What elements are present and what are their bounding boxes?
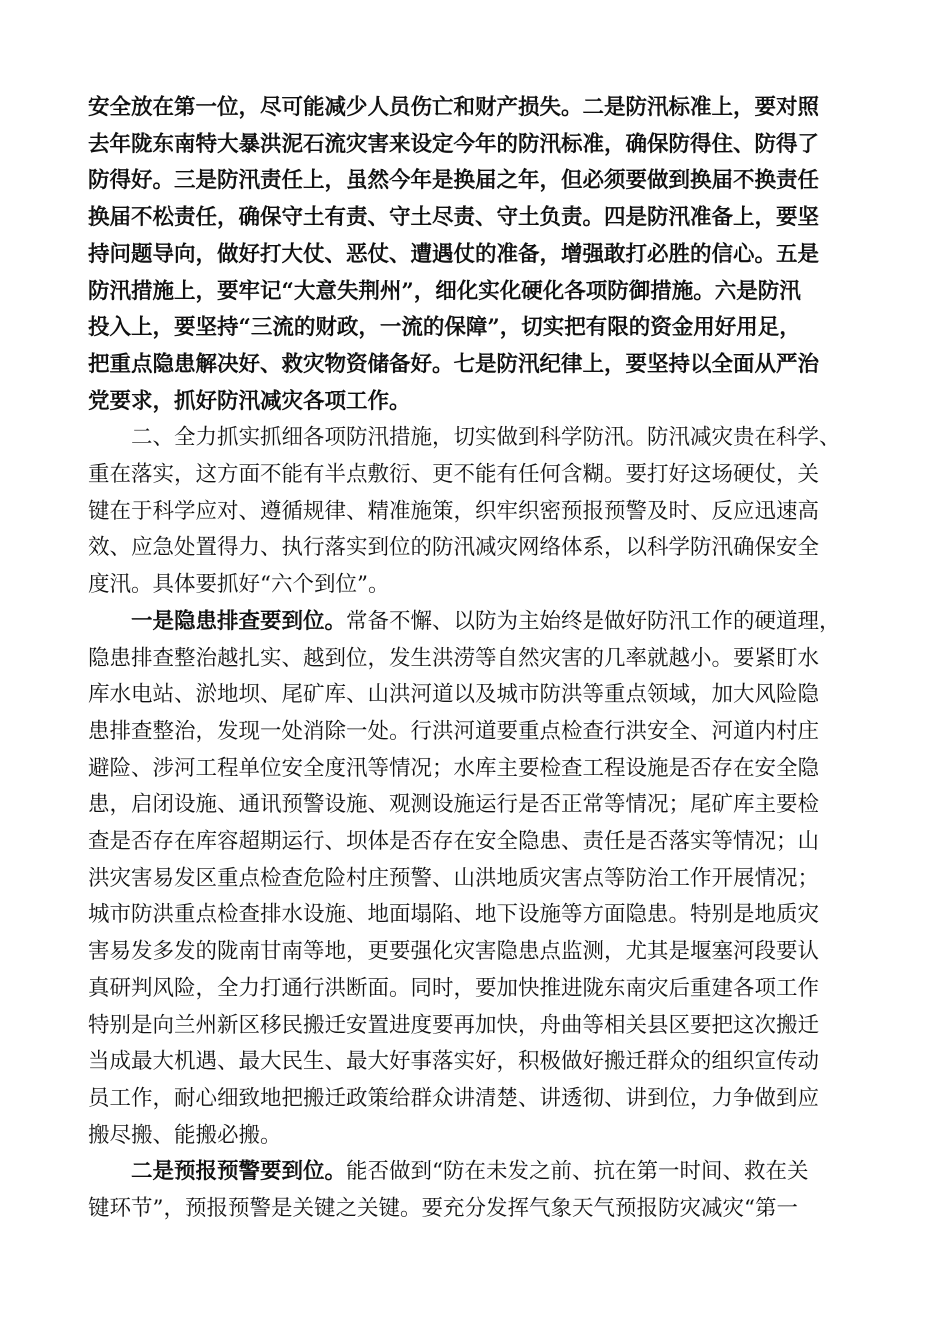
- text-line: 去年陇东南特大暴洪泥石流灾害来设定今年的防汛标准，确保防得住、防得了: [88, 131, 820, 157]
- section-heading-line: 二、全力抓实抓细各项防汛措施，切实做到科学防汛。防汛减灾贵在科学、: [131, 425, 841, 451]
- text-line: 搬尽搬、能搬必搬。: [88, 1122, 282, 1148]
- text-line: 患，启闭设施、通讯预警设施、观测设施运行是否正常等情况；尾矿库主要检: [88, 792, 820, 818]
- text-line: 洪灾害易发区重点检查危险村庄预警、山洪地质灾害点等防治工作开展情况；: [88, 865, 820, 891]
- text-line: 键在于科学应对、遵循规律、精准施策，织牢织密预报预警及时、反应迅速高: [88, 498, 820, 524]
- document-page: [88, 90, 864, 1228]
- text-line: 安全放在第一位，尽可能减少人员伤亡和财产损失。二是防汛标准上，要对照: [88, 95, 820, 120]
- text-line: 换届不松责任，确保守土有责、守土尽责、守土负责。四是防汛准备上，要坚: [88, 205, 820, 231]
- paragraph-forecast-warning: [88, 1154, 864, 1227]
- text-line: 投入上，要坚持“三流的财政，一流的保障”，切实把有限的资金用好用足，: [88, 315, 801, 341]
- paragraph-flood-control-standards: [88, 90, 864, 420]
- bold-lead-heading: 一是隐患排查要到位。: [131, 608, 347, 634]
- text-line: 把重点隐患解决好、救灾物资储备好。七是防汛纪律上，要坚持以全面从严治: [88, 351, 820, 377]
- text-line: 党要求，抓好防汛减灾各项工作。: [88, 388, 411, 414]
- bold-lead-heading: 二是预报预警要到位。: [131, 1159, 347, 1185]
- text-line: 员工作，耐心细致地把搬迁政策给群众讲清楚、讲透彻、讲到位，力争做到应: [88, 1085, 820, 1111]
- text-line: 能否做到“防在未发之前、抗在第一时间、救在关: [346, 1159, 809, 1185]
- paragraph-section-two: [88, 420, 864, 604]
- text-line: 特别是向兰州新区移民搬迁安置进度要再加快，舟曲等相关县区要把这次搬迁: [88, 1012, 820, 1038]
- text-line: 防汛措施上，要牢记“大意失荆州”，细化实化硬化各项防御措施。六是防汛: [88, 278, 801, 304]
- text-line: 防得好。三是防汛责任上，虽然今年是换届之年，但必须要做到换届不换责任: [88, 168, 820, 194]
- text-line: 避险、涉河工程单位安全度汛等情况；水库主要检查工程设施是否存在安全隐: [88, 755, 820, 781]
- text-line: 重在落实，这方面不能有半点敷衍、更不能有任何含糊。要打好这场硬仗，关: [88, 462, 820, 488]
- text-line: 当成最大机遇、最大民生、最大好事落实好，积极做好搬迁群众的组织宣传动: [88, 1049, 820, 1075]
- text-line: 真研判风险，全力打通行洪断面。同时，要加快推进陇东南灾后重建各项工作: [88, 975, 820, 1001]
- text-line: 隐患排查整治越扎实、越到位，发生洪涝等自然灾害的几率就越小。要紧盯水: [88, 645, 820, 671]
- text-line: 键环节”，预报预警是关键之关键。要充分发挥气象天气预报防灾减灾“第一: [88, 1196, 798, 1222]
- text-line: 城市防洪重点检查排水设施、地面塌陷、地下设施等方面隐患。特别是地质灾: [88, 902, 820, 928]
- text-line: 效、应急处置得力、执行落实到位的防汛减灾网络体系，以科学防汛确保安全: [88, 535, 820, 561]
- text-line: 患排查整治，发现一处消除一处。行洪河道要重点检查行洪安全、河道内村庄: [88, 718, 820, 744]
- text-line: 持问题导向，做好打大仗、恶仗、遭遇仗的准备，增强敢打必胜的信心。五是: [88, 241, 820, 267]
- text-line: 查是否存在库容超期运行、坝体是否存在安全隐患、责任是否落实等情况；山: [88, 829, 820, 855]
- text-line: 库水电站、淤地坝、尾矿库、山洪河道以及城市防洪等重点领域，加大风险隐: [88, 682, 820, 708]
- text-line: 度汛。具体要抓好“六个到位”。: [88, 572, 390, 598]
- text-line: 常备不懈、以防为主始终是做好防汛工作的硬道理，: [346, 608, 841, 634]
- paragraph-hazard-inspection: [88, 604, 864, 1155]
- text-line: 害易发多发的陇南甘南等地，更要强化灾害隐患点监测，尤其是堰塞河段要认: [88, 939, 820, 965]
